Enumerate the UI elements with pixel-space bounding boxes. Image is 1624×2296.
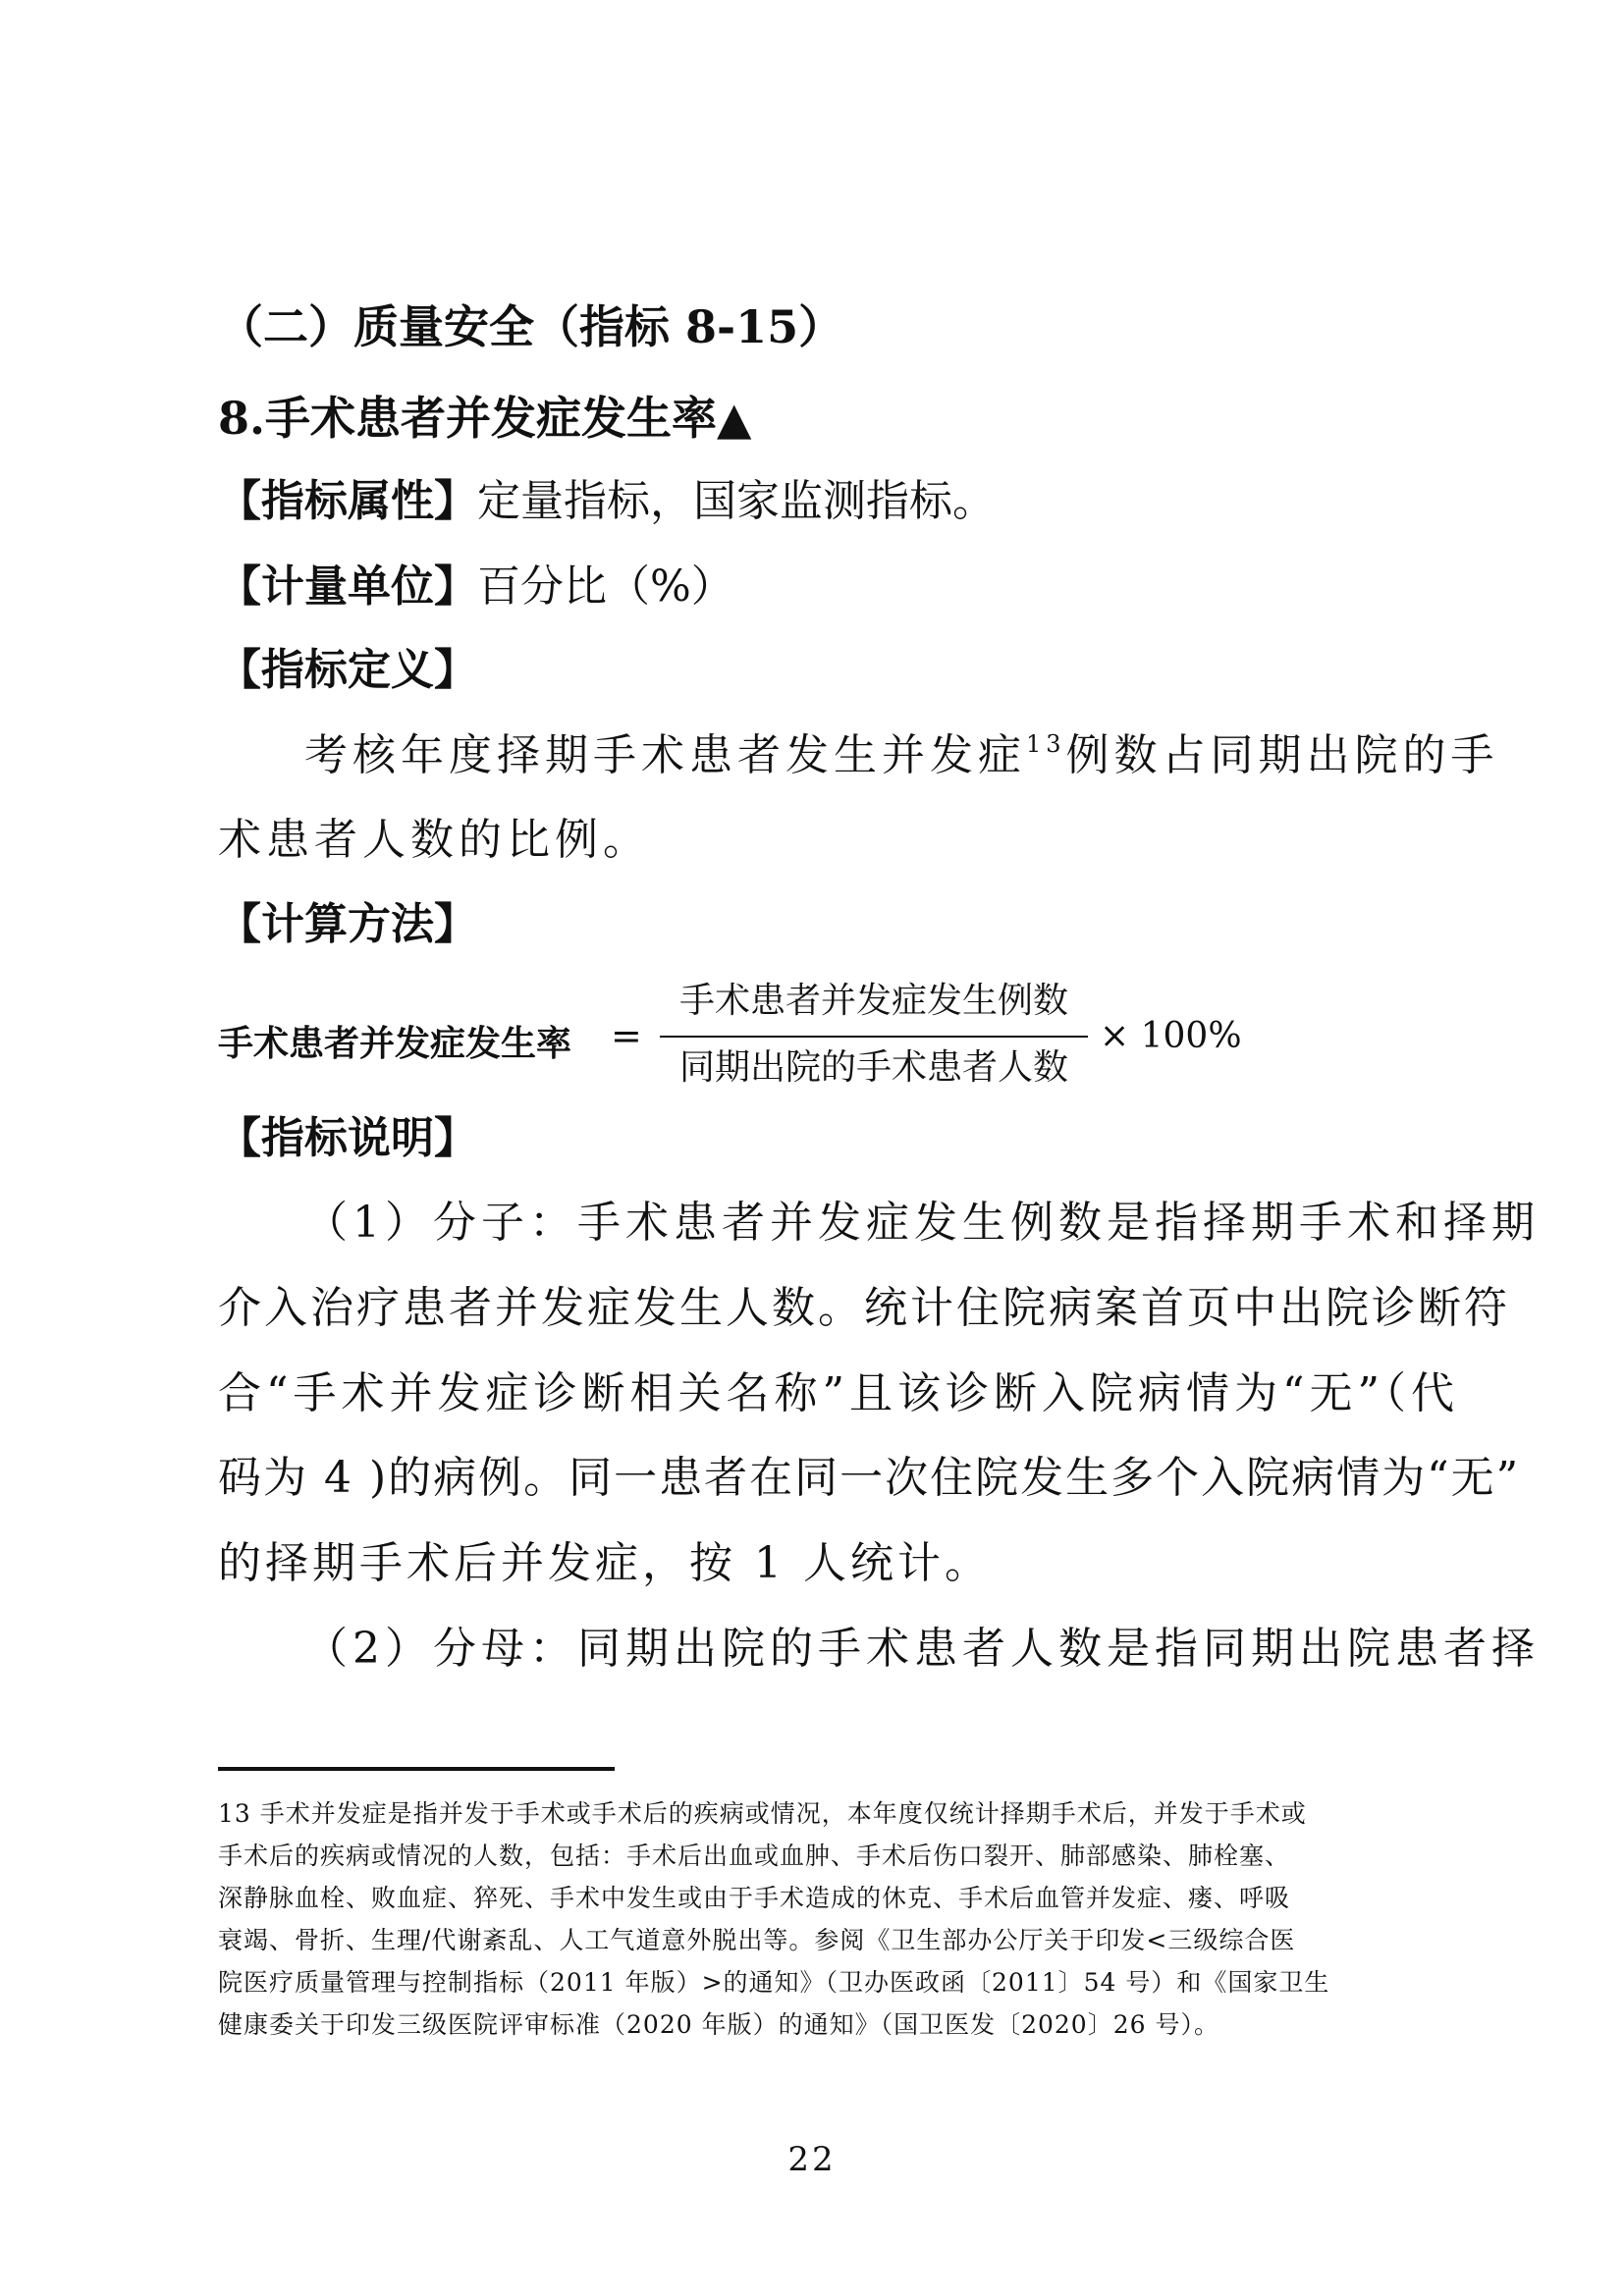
definition-line-2: 术患者人数的比例。 <box>218 815 651 865</box>
definition-label: 【指标定义】 <box>218 645 477 695</box>
explanation-p1-line-5: 的择期手术后并发症，按 1 人统计。 <box>218 1538 992 1588</box>
footnote-separator <box>218 1767 615 1771</box>
footnote-line-6: 健康委关于印发三级医院评审标准（2020 年版）的通知》（国卫医发〔2020〕26 号）。 <box>218 2010 1219 2039</box>
footnote-line-2: 手术后的疾病或情况的人数，包括：手术后出血或血肿、手术后伤口裂开、肺部感染、肺栓塞、 <box>218 1842 1291 1870</box>
section-title: （二）质量安全（指标 8-15） <box>218 300 844 353</box>
explanation-p1-line-1: （1）分子：手术患者并发症发生例数是指择期手术和择期 <box>304 1198 1540 1248</box>
unit-label: 【计量单位】 <box>218 561 477 612</box>
attribute-label: 【指标属性】 <box>218 476 477 526</box>
explanation-p1-line-3: 合“手术并发症诊断相关名称”且该诊断入院病情为“无”（代 <box>218 1368 1459 1418</box>
formula-multiplier: × 100% <box>1100 1016 1242 1056</box>
footnote-line-5: 院医疗质量管理与控制指标（2011 年版）>的通知》（卫办医政函〔2011〕54 号）和《国家卫生 <box>218 1968 1330 1997</box>
definition-line-1 <box>304 726 1499 785</box>
page-number: 22 <box>787 2140 837 2179</box>
unit-value: 百分比（%） <box>477 561 734 612</box>
definition-text-before: 考核年度择期手术患者发生并发症 <box>304 730 1026 780</box>
footnote-line-1: 13 手术并发症是指并发于手术或手术后的疾病或情况，本年度仅统计择期手术后，并发于手术或 <box>218 1799 1307 1828</box>
footnote-line-4: 衰竭、骨折、生理/代谢紊乱、人工气道意外脱出等。参阅《卫生部办公厅关于印发<三级综合医 <box>218 1926 1296 1954</box>
attribute-value: 定量指标，国家监测指标。 <box>477 476 996 526</box>
formula-fraction <box>658 977 1090 1104</box>
fraction-bar <box>660 1036 1088 1038</box>
definition-text-after: 例数占同期出院的手 <box>1065 730 1499 780</box>
explanation-p1-line-4: 码为 4 )的病例。同一患者在同一次住院发生多个入院病情为“无” <box>218 1453 1521 1503</box>
indicator-title: 8.手术患者并发症发生率▲ <box>218 392 752 445</box>
attribute-row <box>218 472 996 531</box>
formula-name: 手术患者并发症发生率 <box>218 1024 572 1064</box>
unit-row <box>218 558 734 616</box>
formula-equals: = <box>611 1014 642 1057</box>
calculation-label: 【计算方法】 <box>218 899 477 949</box>
footnote-line-3: 深静脉血栓、败血症、猝死、手术中发生或由于手术造成的休克、手术后血管并发症、瘘、呼吸 <box>218 1884 1291 1912</box>
formula-denominator: 同期出院的手术患者人数 <box>678 1047 1068 1088</box>
explanation-p2-line-1: （2）分母：同期出院的手术患者人数是指同期出院患者择 <box>304 1624 1540 1674</box>
formula <box>218 977 1298 1104</box>
footnote-reference: 13 <box>1026 730 1066 758</box>
formula-numerator: 手术患者并发症发生例数 <box>678 981 1068 1021</box>
explanation-p1-line-2: 介入治疗患者并发症发生人数。统计住院病案首页中出院诊断符 <box>218 1283 1510 1333</box>
explanation-label: 【指标说明】 <box>218 1113 477 1163</box>
